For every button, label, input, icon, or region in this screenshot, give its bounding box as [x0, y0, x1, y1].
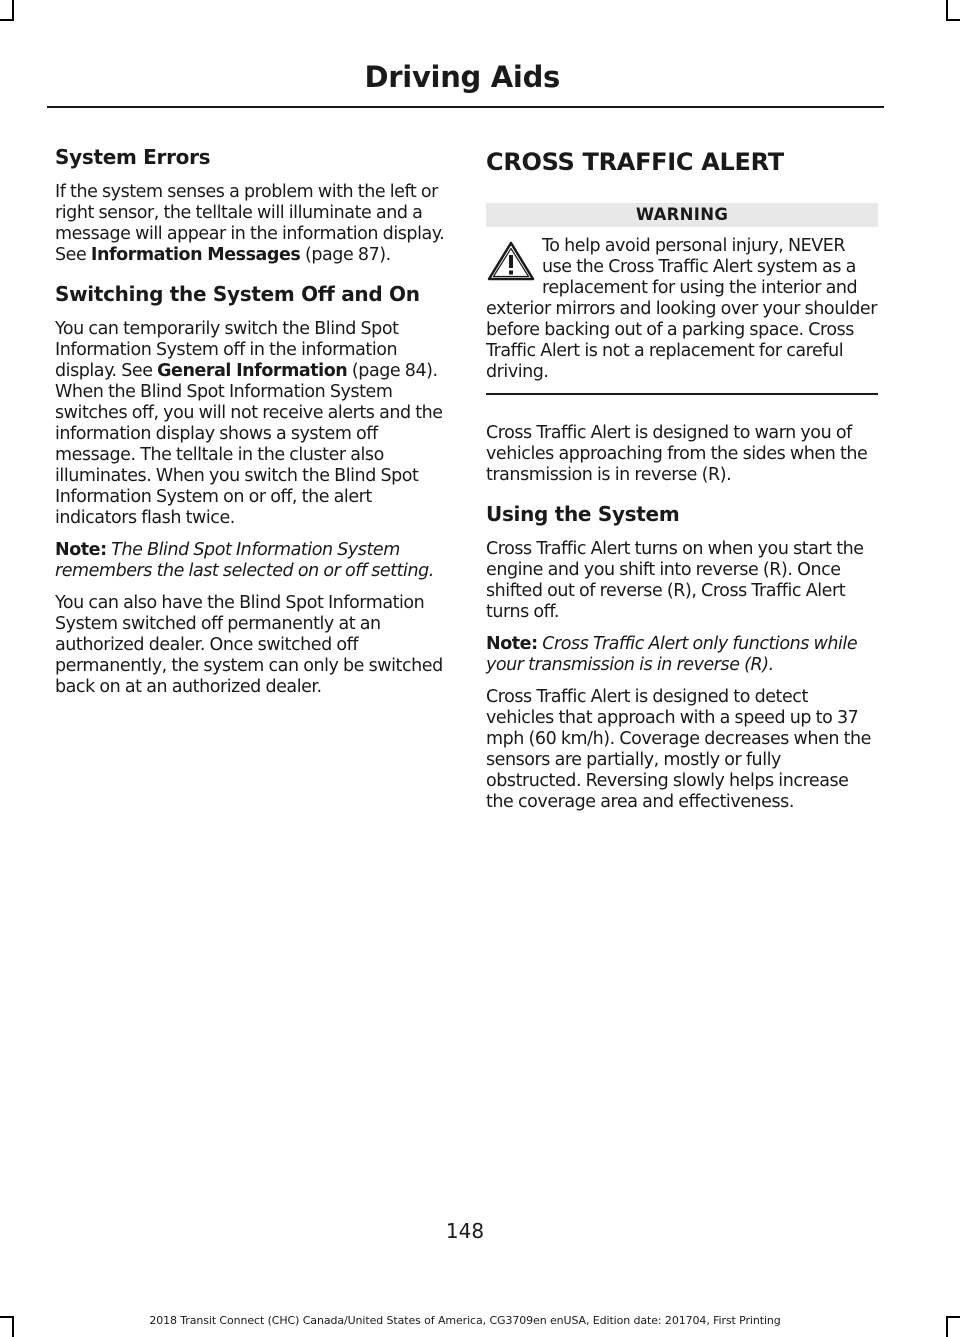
page-title: Driving Aids [364, 60, 560, 94]
warning-label: WARNING [486, 203, 878, 227]
crop-mark [946, 1317, 948, 1337]
right-column [486, 145, 878, 824]
note: Note: The Blind Spot Information System remembers the last selected on or off setting. [55, 540, 434, 581]
header-divider [47, 106, 884, 108]
page-number: 148 [445, 1219, 485, 1243]
chapter-heading: CROSS TRAFFIC ALERT [486, 148, 784, 176]
paragraph: If the system senses a problem with the left or right sensor, the telltale will illuminate and a message will appear in the information display. See Information Messages (page 87). [55, 182, 445, 265]
crop-mark [0, 19, 14, 21]
section-heading-using: Using the System [486, 501, 680, 526]
warning-box [486, 203, 878, 395]
footer-text: 2018 Transit Connect (CHC) Canada/United States of America, CG3709en enUSA, Edition date: 201704, First Printing [149, 1314, 781, 1327]
crop-mark [946, 19, 960, 21]
crop-mark [946, 1316, 960, 1318]
paragraph: Cross Traffic Alert is designed to detect vehicles that approach with a speed up to 37 mph (60 km/h). Coverage decreases when the sensors are partially, mostly or fully obstructed. Reversing slowly helps increase the coverage area and effectiveness. [486, 686, 872, 812]
note: Note: Cross Traffic Alert only functions while your transmission is in reverse (R). [486, 633, 858, 675]
section-heading-system-errors: System Errors [55, 145, 211, 169]
note-label: Note: [486, 633, 538, 654]
note-label: Note: [55, 540, 107, 560]
crop-mark [12, 0, 14, 20]
paragraph: You can also have the Blind Spot Information System switched off permanently at an authorized dealer. Once switched off permanently, the system can only be switched back on at an authorized dealer. [55, 593, 443, 697]
paragraph: Cross Traffic Alert turns on when you start the engine and you shift into reverse (R). Once shifted out of reverse (R), Cross Traffic Alert turns off. [486, 538, 864, 622]
section-heading-switching: Switching the System Off and On [55, 282, 420, 306]
warning-triangle-icon [486, 240, 536, 282]
crop-mark [946, 0, 948, 20]
cross-reference-link[interactable]: General Information [157, 361, 348, 381]
paragraph: You can temporarily switch the Blind Spot Information System off in the information display. See General Information (page 84). When the Blind Spot Information System switches off, you will not receive alerts and the information display shows a system off message. The telltale in the cluster also illuminates. When you switch the Blind Spot Information System on or off, the alert indicators flash twice. [55, 319, 443, 528]
cross-reference-link[interactable]: Information Messages [90, 245, 301, 265]
left-column [55, 145, 447, 709]
paragraph: Cross Traffic Alert is designed to warn you of vehicles approaching from the sides when the transmission is in reverse (R). [486, 422, 868, 485]
warning-text: To help avoid personal injury, NEVER use the Cross Traffic Alert system as a replacement for using the interior and exterior mirrors and looking over your shoulder before backing out of a parking space. Cross Traffic Alert is not a replacement for careful driving. [486, 235, 877, 382]
